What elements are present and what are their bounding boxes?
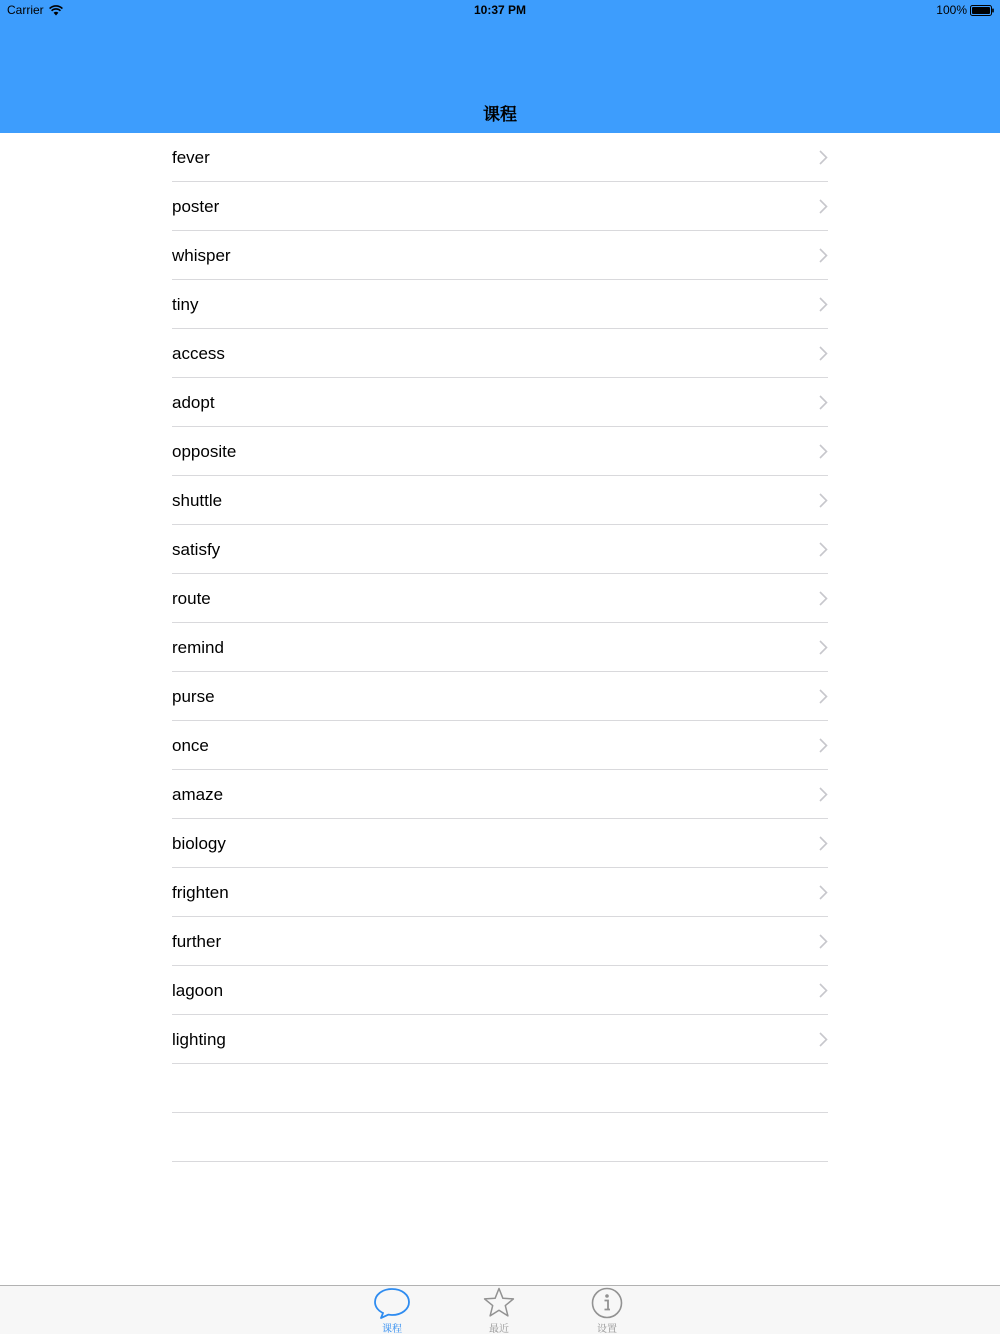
page-title: 课程: [483, 105, 517, 124]
list-item-label: shuttle: [172, 491, 223, 510]
list-item[interactable]: [172, 476, 828, 525]
chevron-right-icon: [819, 395, 828, 410]
list-item-label: once: [172, 736, 209, 755]
list-item-label: poster: [172, 197, 220, 216]
list-item-label: fever: [172, 148, 210, 167]
list-item[interactable]: [172, 770, 828, 819]
tab-settings[interactable]: [567, 1286, 647, 1334]
chevron-right-icon: [819, 836, 828, 851]
tab-recent[interactable]: [459, 1286, 539, 1334]
list-item-label: lagoon: [172, 981, 224, 1000]
list-item-label: further: [172, 932, 222, 951]
status-bar: [0, 0, 1000, 22]
list-item-label: opposite: [172, 442, 237, 461]
list-item[interactable]: [172, 868, 828, 917]
list-item[interactable]: [172, 525, 828, 574]
list-item[interactable]: [172, 133, 828, 182]
tab-settings-label: 设置: [597, 1324, 617, 1334]
list-item-label: biology: [172, 834, 226, 853]
chevron-right-icon: [819, 150, 828, 165]
chevron-right-icon: [819, 493, 828, 508]
word-list: [172, 133, 828, 1162]
chevron-right-icon: [819, 444, 828, 459]
list-item[interactable]: [172, 819, 828, 868]
chevron-right-icon: [819, 591, 828, 606]
chat-bubble-icon: [373, 1287, 411, 1319]
list-item-label: whisper: [172, 246, 231, 265]
list-item[interactable]: [172, 1015, 828, 1064]
star-icon: [480, 1287, 518, 1319]
list-item-label: remind: [172, 638, 224, 657]
status-time: 10:37 PM: [473, 3, 527, 17]
empty-row: [172, 1064, 828, 1113]
list-item[interactable]: [172, 231, 828, 280]
list-item-label: satisfy: [172, 540, 221, 559]
list-item[interactable]: [172, 917, 828, 966]
list-item[interactable]: [172, 329, 828, 378]
list-item-label: access: [172, 344, 225, 363]
list-item[interactable]: [172, 378, 828, 427]
chevron-right-icon: [819, 297, 828, 312]
list-item[interactable]: [172, 182, 828, 231]
battery-percent: 100%: [936, 3, 967, 17]
chevron-right-icon: [819, 934, 828, 949]
chevron-right-icon: [819, 199, 828, 214]
list-item-label: purse: [172, 687, 215, 706]
list-item-label: frighten: [172, 883, 229, 902]
list-item-label: amaze: [172, 785, 224, 804]
tab-bar: [0, 1285, 1000, 1334]
list-item-label: adopt: [172, 393, 215, 412]
list-item[interactable]: [172, 672, 828, 721]
info-icon: [588, 1287, 626, 1319]
tab-recent-label: 最近: [489, 1324, 509, 1334]
list-item[interactable]: [172, 574, 828, 623]
empty-row: [172, 1113, 828, 1162]
carrier-label: Carrier: [7, 3, 44, 17]
list-item-label: tiny: [172, 295, 199, 314]
chevron-right-icon: [819, 542, 828, 557]
tab-courses[interactable]: [352, 1286, 432, 1334]
chevron-right-icon: [819, 1032, 828, 1047]
list-item[interactable]: [172, 280, 828, 329]
chevron-right-icon: [819, 689, 828, 704]
chevron-right-icon: [819, 885, 828, 900]
chevron-right-icon: [819, 346, 828, 361]
tab-courses-label: 课程: [382, 1324, 402, 1334]
list-item[interactable]: [172, 966, 828, 1015]
chevron-right-icon: [819, 640, 828, 655]
battery-icon: [970, 5, 994, 16]
chevron-right-icon: [819, 248, 828, 263]
chevron-right-icon: [819, 787, 828, 802]
list-item-label: lighting: [172, 1030, 226, 1049]
list-item[interactable]: [172, 427, 828, 476]
navigation-header: [0, 0, 1000, 133]
list-item-label: route: [172, 589, 211, 608]
chevron-right-icon: [819, 983, 828, 998]
list-item[interactable]: [172, 721, 828, 770]
battery-indicator: [936, 3, 994, 17]
list-item[interactable]: [172, 623, 828, 672]
chevron-right-icon: [819, 738, 828, 753]
